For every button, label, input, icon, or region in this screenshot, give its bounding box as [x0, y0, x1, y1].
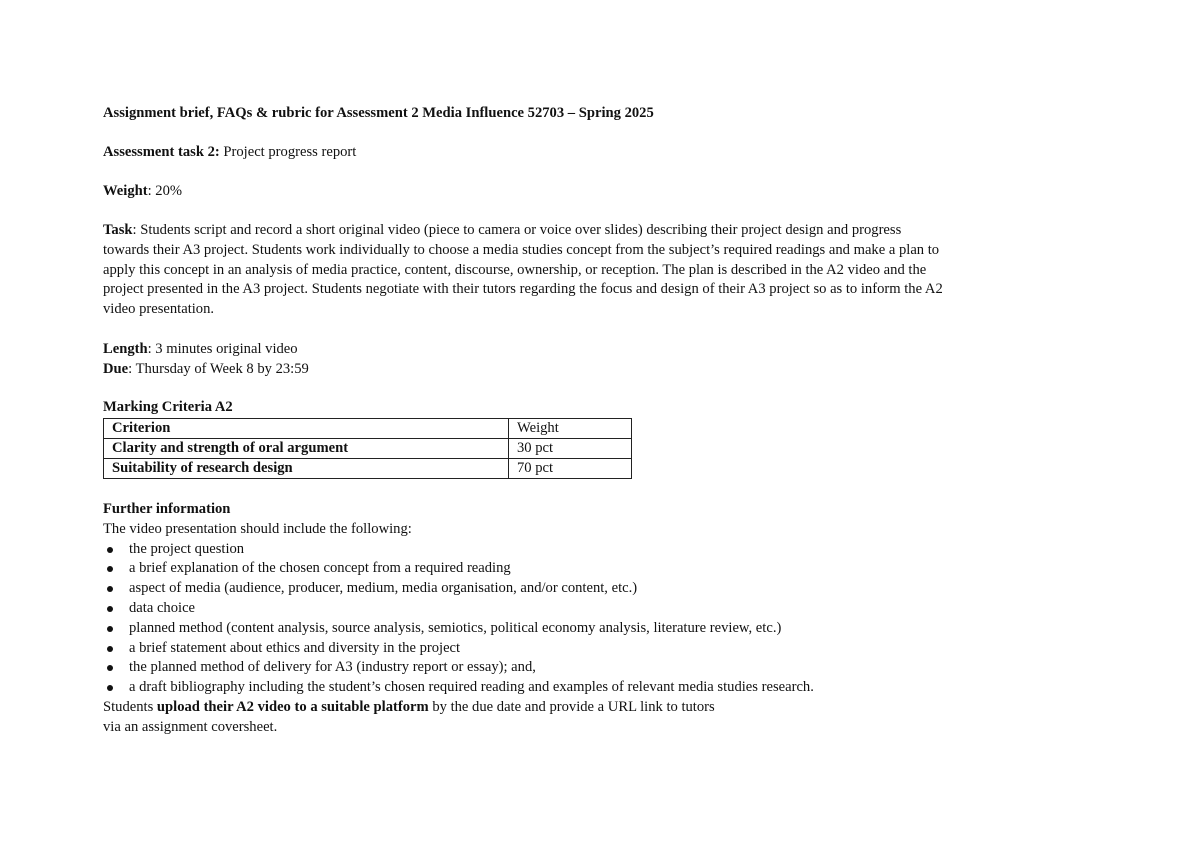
- weight-label: Weight: [103, 183, 148, 199]
- weight-cell: 70 pct: [509, 459, 632, 479]
- due-value: : Thursday of Week 8 by 23:59: [128, 360, 309, 377]
- marking-heading: [103, 398, 233, 418]
- task-line: project presented in the A3 project. Students negotiate with their tutors regarding the focus and design of their A3 project so as to inform the A2: [103, 281, 943, 298]
- marking-criteria-table: [103, 418, 632, 479]
- list-item: planned method (content analysis, source analysis, semiotics, political economy analysis, literature review, etc.): [105, 619, 814, 639]
- closing-post: by the due date and provide a URL link to tutors: [428, 698, 715, 715]
- assessment-task: [103, 143, 356, 163]
- table-row: [104, 439, 632, 459]
- list-item: aspect of media (audience, producer, medium, media organisation, and/or content, etc.): [105, 579, 814, 599]
- document-title: [103, 104, 654, 124]
- closing-line: [103, 698, 814, 718]
- weight: [103, 182, 182, 202]
- table-header-row: [104, 419, 632, 439]
- requirements-list: [103, 540, 814, 698]
- closing-pre: Students: [103, 698, 157, 715]
- task-line: towards their A3 project. Students work individually to choose a media studies concept from the subject’s required readings and make a plan to: [103, 241, 940, 258]
- list-item: the planned method of delivery for A3 (industry report or essay); and,: [105, 658, 814, 678]
- task-line: video presentation.: [103, 301, 215, 318]
- closing-bold: upload their A2 video to a suitable platform: [156, 698, 429, 715]
- criterion-cell: Suitability of research design: [104, 459, 509, 479]
- closing-line-2: via an assignment coversheet.: [103, 718, 278, 735]
- further-heading: Further information: [103, 501, 231, 517]
- list-item: a draft bibliography including the student’s chosen required reading and examples of relevant media studies research.: [105, 678, 814, 698]
- weight-cell: 30 pct: [509, 439, 632, 459]
- further-information: [103, 500, 814, 738]
- assessment-label: Assessment task 2:: [103, 144, 220, 160]
- task-paragraph: [103, 221, 1103, 320]
- length-label: Length: [103, 341, 148, 357]
- task-line: : Students script and record a short original video (piece to camera or voice over slides) describing their project design and progress: [132, 222, 902, 238]
- header-weight: Weight: [509, 419, 632, 439]
- marking-heading-text: Marking Criteria A2: [103, 399, 233, 415]
- further-intro: The video presentation should include the following:: [103, 520, 412, 537]
- list-item: data choice: [105, 599, 814, 619]
- list-item: a brief statement about ethics and diversity in the project: [105, 639, 814, 659]
- weight-value: : 20%: [147, 183, 183, 199]
- criterion-cell: Clarity and strength of oral argument: [104, 439, 509, 459]
- list-item: a brief explanation of the chosen concept from a required reading: [105, 559, 814, 579]
- length-value: : 3 minutes original video: [147, 341, 298, 357]
- due-label: Due: [103, 360, 129, 377]
- table-row: [104, 459, 632, 479]
- task-line: apply this concept in an analysis of media practice, content, discourse, ownership, or reception. The plan is described in the A2 video and the: [103, 261, 927, 278]
- length-due: [103, 340, 309, 380]
- header-criterion: Criterion: [104, 419, 509, 439]
- assessment-value: Project progress report: [219, 144, 357, 160]
- list-item: the project question: [105, 540, 814, 560]
- task-label: Task: [103, 222, 133, 238]
- title-text: Assignment brief, FAQs & rubric for Assessment 2 Media Influence 52703 – Spring 2025: [103, 105, 654, 121]
